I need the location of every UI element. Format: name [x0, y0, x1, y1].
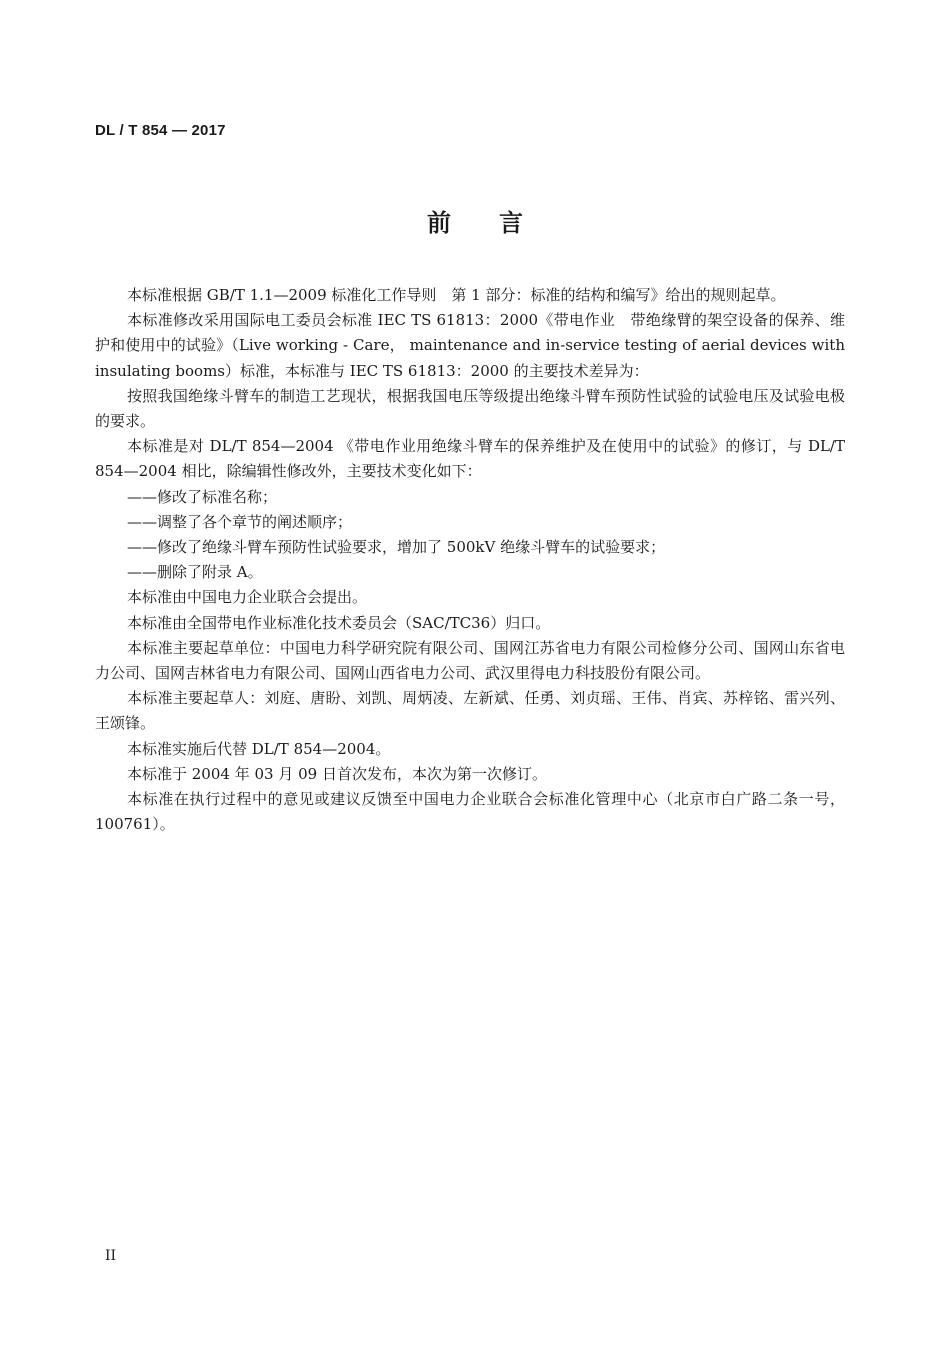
- paragraph-release-history: 本标准于 2004 年 03 月 09 日首次发布，本次为第一次修订。: [127, 764, 547, 783]
- document-number: DL / T 854 — 2017: [95, 122, 226, 139]
- page-number: II: [105, 1248, 117, 1264]
- paragraph-iec-adoption: 本标准修改采用国际电工委员会标准 IEC TS 61813：2000《带电作业 带绝缘臂的架空设备的保养、维护和使用中的试验》（Live working - Care， maintenance and in-service testing of aerial devices with insulating booms）标准，本标准与 IEC TS 61813：2000 的主要技术差异为：: [95, 311, 845, 380]
- paragraph-feedback: 本标准在执行过程中的意见或建议反馈至中国电力企业联合会标准化管理中心（北京市白广路二条一号，100761）。: [95, 790, 845, 834]
- change-list-item: ——修改了绝缘斗臂车预防性试验要求，增加了 500kV 绝缘斗臂车的试验要求；: [127, 538, 666, 557]
- paragraph-committee: 本标准由全国带电作业标准化技术委员会（SAC/TC36）归口。: [127, 613, 551, 632]
- change-list-item: ——删除了附录 A。: [127, 563, 263, 582]
- paragraph-drafting-rules: 本标准根据 GB/T 1.1—2009 标准化工作导则 第 1 部分：标准的结构和编写》给出的规则起草。: [127, 286, 786, 304]
- change-list-item: ——修改了标准名称；: [127, 487, 278, 506]
- paragraph-technical-difference: 按照我国绝缘斗臂车的制造工艺现状，根据我国电压等级提出绝缘斗臂车预防性试验的试验电压及试验电极的要求。: [95, 386, 845, 431]
- foreword-body: [95, 283, 845, 837]
- paragraph-replacement: 本标准实施后代替 DL/T 854—2004。: [127, 739, 391, 758]
- paragraph-drafters: 本标准主要起草人：刘庭、唐盼、刘凯、周炳凌、左新斌、任勇、刘贞瑶、王伟、肖宾、苏梓铭、雷兴列、王颂锋。: [95, 689, 845, 733]
- change-list-item: ——调整了各个章节的阐述顺序；: [127, 512, 353, 531]
- paragraph-revision-summary: 本标准是对 DL/T 854—2004 《带电作业用绝缘斗臂车的保养维护及在使用中的试验》的修订，与 DL/T 854—2004 相比，除编辑性修改外，主要技术变化如下：: [95, 437, 845, 481]
- paragraph-drafting-units: 本标准主要起草单位：中国电力科学研究院有限公司、国网江苏省电力有限公司检修分公司、国网山东省电力公司、国网吉林省电力有限公司、国网山西省电力公司、武汉里得电力科技股份有限公司。: [95, 638, 845, 683]
- page-title: 前言: [427, 209, 571, 237]
- paragraph-proposer: 本标准由中国电力企业联合会提出。: [127, 588, 368, 607]
